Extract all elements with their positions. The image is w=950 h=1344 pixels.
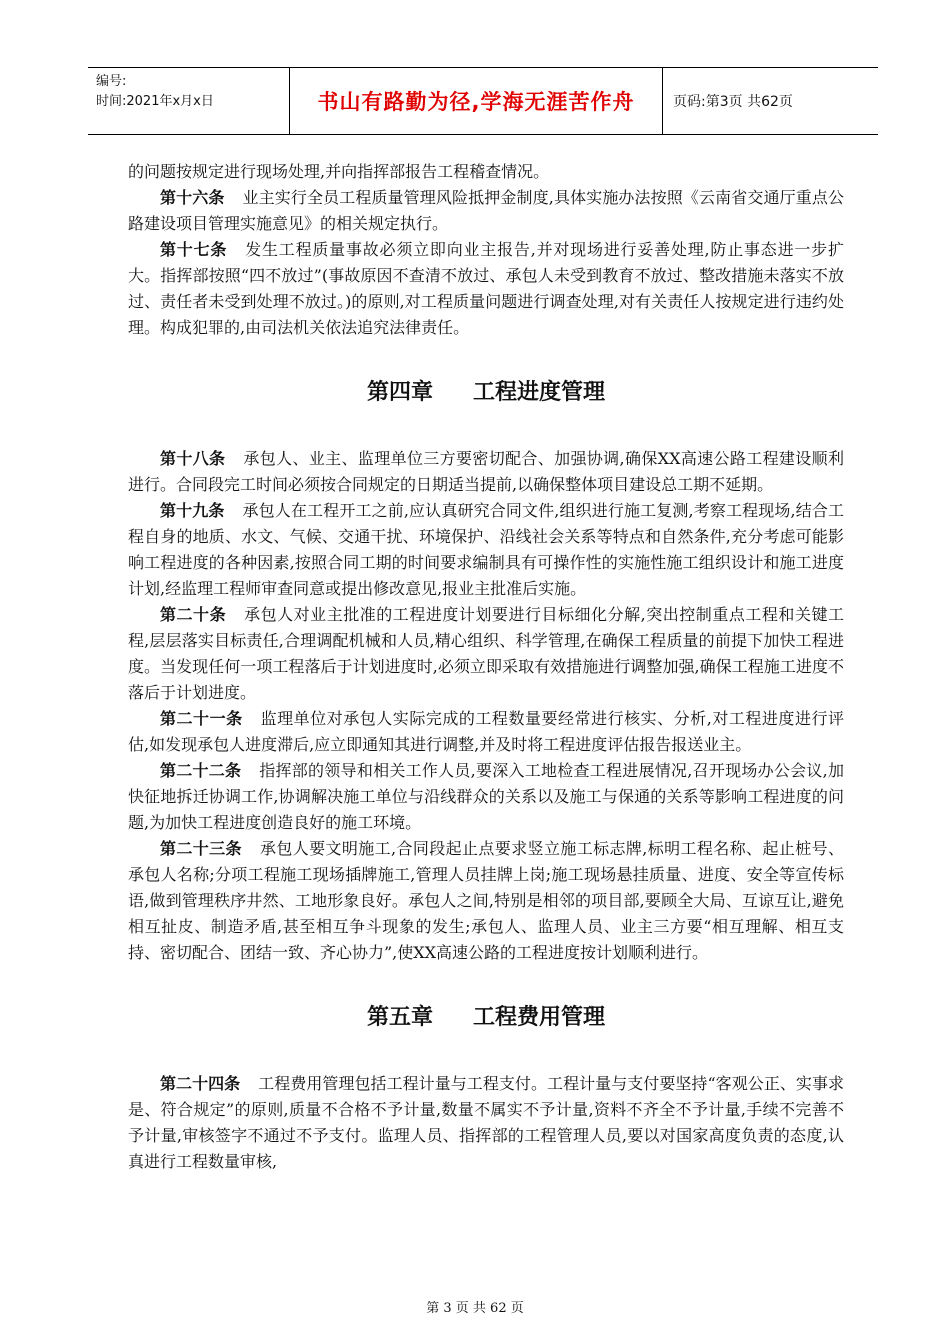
article-number: 第十九条 bbox=[160, 501, 225, 520]
paragraph: 的问题按规定进行现场处理,并向指挥部报告工程稽查情况。 bbox=[128, 162, 550, 181]
chapter-title: 工程进度管理 bbox=[473, 380, 606, 405]
article-number: 第二十三条 bbox=[160, 839, 242, 858]
chapter-heading bbox=[128, 375, 844, 406]
chapter-title: 工程费用管理 bbox=[473, 1005, 606, 1030]
header-motto: 书山有路勤为径,学海无涯苦作舟 bbox=[290, 68, 663, 134]
article-paragraph: 第二十三条 承包人要文明施工,合同段起止点要求竖立施工标志牌,标明工程名称、起止桩号、承包人名称;分项工程施工现场插牌施工,管理人员挂牌上岗;施工现场悬挂质量、进度、安全等宣传标语,做到管理秩序井然、工地形象良好。承包人之间,特别是相邻的项目部,要顾全大局、互谅互让,避免相互扯皮、制造矛盾,甚至相互争斗现象的发生;承包人、监理人员、业主三方要“相互理解、相互支持、密切配合、团结一致、齐心协力”,使XX高速公路的工程进度按计划顺利进行。 bbox=[128, 839, 844, 962]
article-paragraph: 第十九条 承包人在工程开工之前,应认真研究合同文件,组织进行施工复测,考察工程现场,结合工程自身的地质、水文、气候、交通干扰、环境保护、沿线社会关系等特点和自然条件,充分考虑可能影响工程进度的各种因素,按照合同工期的时间要求编制具有可操作性的实施性施工组织设计和施工进度计划,经监理工程师审查同意或提出修改意见,报业主批准后实施。 bbox=[128, 501, 844, 598]
document-body bbox=[128, 159, 844, 1175]
page-footer: 第 3 页 共 62 页 bbox=[426, 1301, 524, 1316]
article-number: 第二十一条 bbox=[160, 709, 243, 728]
article-paragraph: 第十七条 发生工程质量事故必须立即向业主报告,并对现场进行妥善处理,防止事态进一步扩大。指挥部按照“四不放过”(事故原因不查清不放过、承包人未受到教育不放过、整改措施未落实不放过、责任者未受到处理不放过。)的原则,对工程质量问题进行调查处理,对有关责任人按规定进行违约处理。构成犯罪的,由司法机关依法追究法律责任。 bbox=[128, 240, 844, 337]
article-paragraph: 第二十二条 指挥部的领导和相关工作人员,要深入工地检查工程进展情况,召开现场办公会议,加快征地拆迁协调工作,协调解决施工单位与沿线群众的关系以及施工与保通的关系等影响工程进度的问题,为加快工程进度创造良好的施工环境。 bbox=[128, 761, 844, 832]
article-paragraph: 第十八条 承包人、业主、监理单位三方要密切配合、加强协调,确保XX高速公路工程建设顺利进行。合同段完工时间必须按合同规定的日期适当提前,以确保整体项目建设总工期不延期。 bbox=[128, 449, 844, 494]
document-time-label: 时间:2021年x月x日 bbox=[96, 94, 214, 109]
page-header bbox=[88, 67, 878, 135]
chapter-number: 第五章 bbox=[366, 1005, 433, 1030]
article-number: 第二十四条 bbox=[160, 1074, 241, 1093]
header-meta bbox=[88, 68, 290, 134]
article-number: 第二十条 bbox=[160, 605, 227, 624]
article-number: 第十六条 bbox=[160, 188, 225, 207]
article-paragraph: 第二十条 承包人对业主批准的工程进度计划要进行目标细化分解,突出控制重点工程和关键工程,层层落实目标责任,合理调配机械和人员,精心组织、科学管理,在确保工程质量的前提下加快工程进度。当发现任何一项工程落后于计划进度时,必须立即采取有效措施进行调整加强,确保工程施工进度不落后于计划进度。 bbox=[128, 605, 844, 702]
article-number: 第十八条 bbox=[160, 449, 226, 468]
article-number: 第二十二条 bbox=[160, 761, 242, 780]
article-number: 第十七条 bbox=[160, 240, 228, 259]
header-page-info: 页码:第3页 共62页 bbox=[673, 94, 793, 110]
article-paragraph: 第十六条 业主实行全员工程质量管理风险抵押金制度,具体实施办法按照《云南省交通厅重点公路建设项目管理实施意见》的相关规定执行。 bbox=[128, 188, 844, 233]
document-number-label: 编号: bbox=[96, 74, 127, 89]
article-paragraph: 第二十四条 工程费用管理包括工程计量与工程支付。工程计量与支付要坚持“客观公正、实事求是、符合规定”的原则,质量不合格不予计量,数量不属实不予计量,资料不齐全不予计量,手续不完善不予计量,审核签字不通过不予支付。监理人员、指挥部的工程管理人员,要以对国家高度负责的态度,认真进行工程数量审核, bbox=[128, 1074, 844, 1171]
article-paragraph: 第二十一条 监理单位对承包人实际完成的工程数量要经常进行核实、分析,对工程进度进行评估,如发现承包人进度滞后,应立即通知其进行调整,并及时将工程进度评估报告报送业主。 bbox=[128, 709, 844, 754]
chapter-heading bbox=[128, 1000, 844, 1031]
chapter-number: 第四章 bbox=[366, 380, 433, 405]
